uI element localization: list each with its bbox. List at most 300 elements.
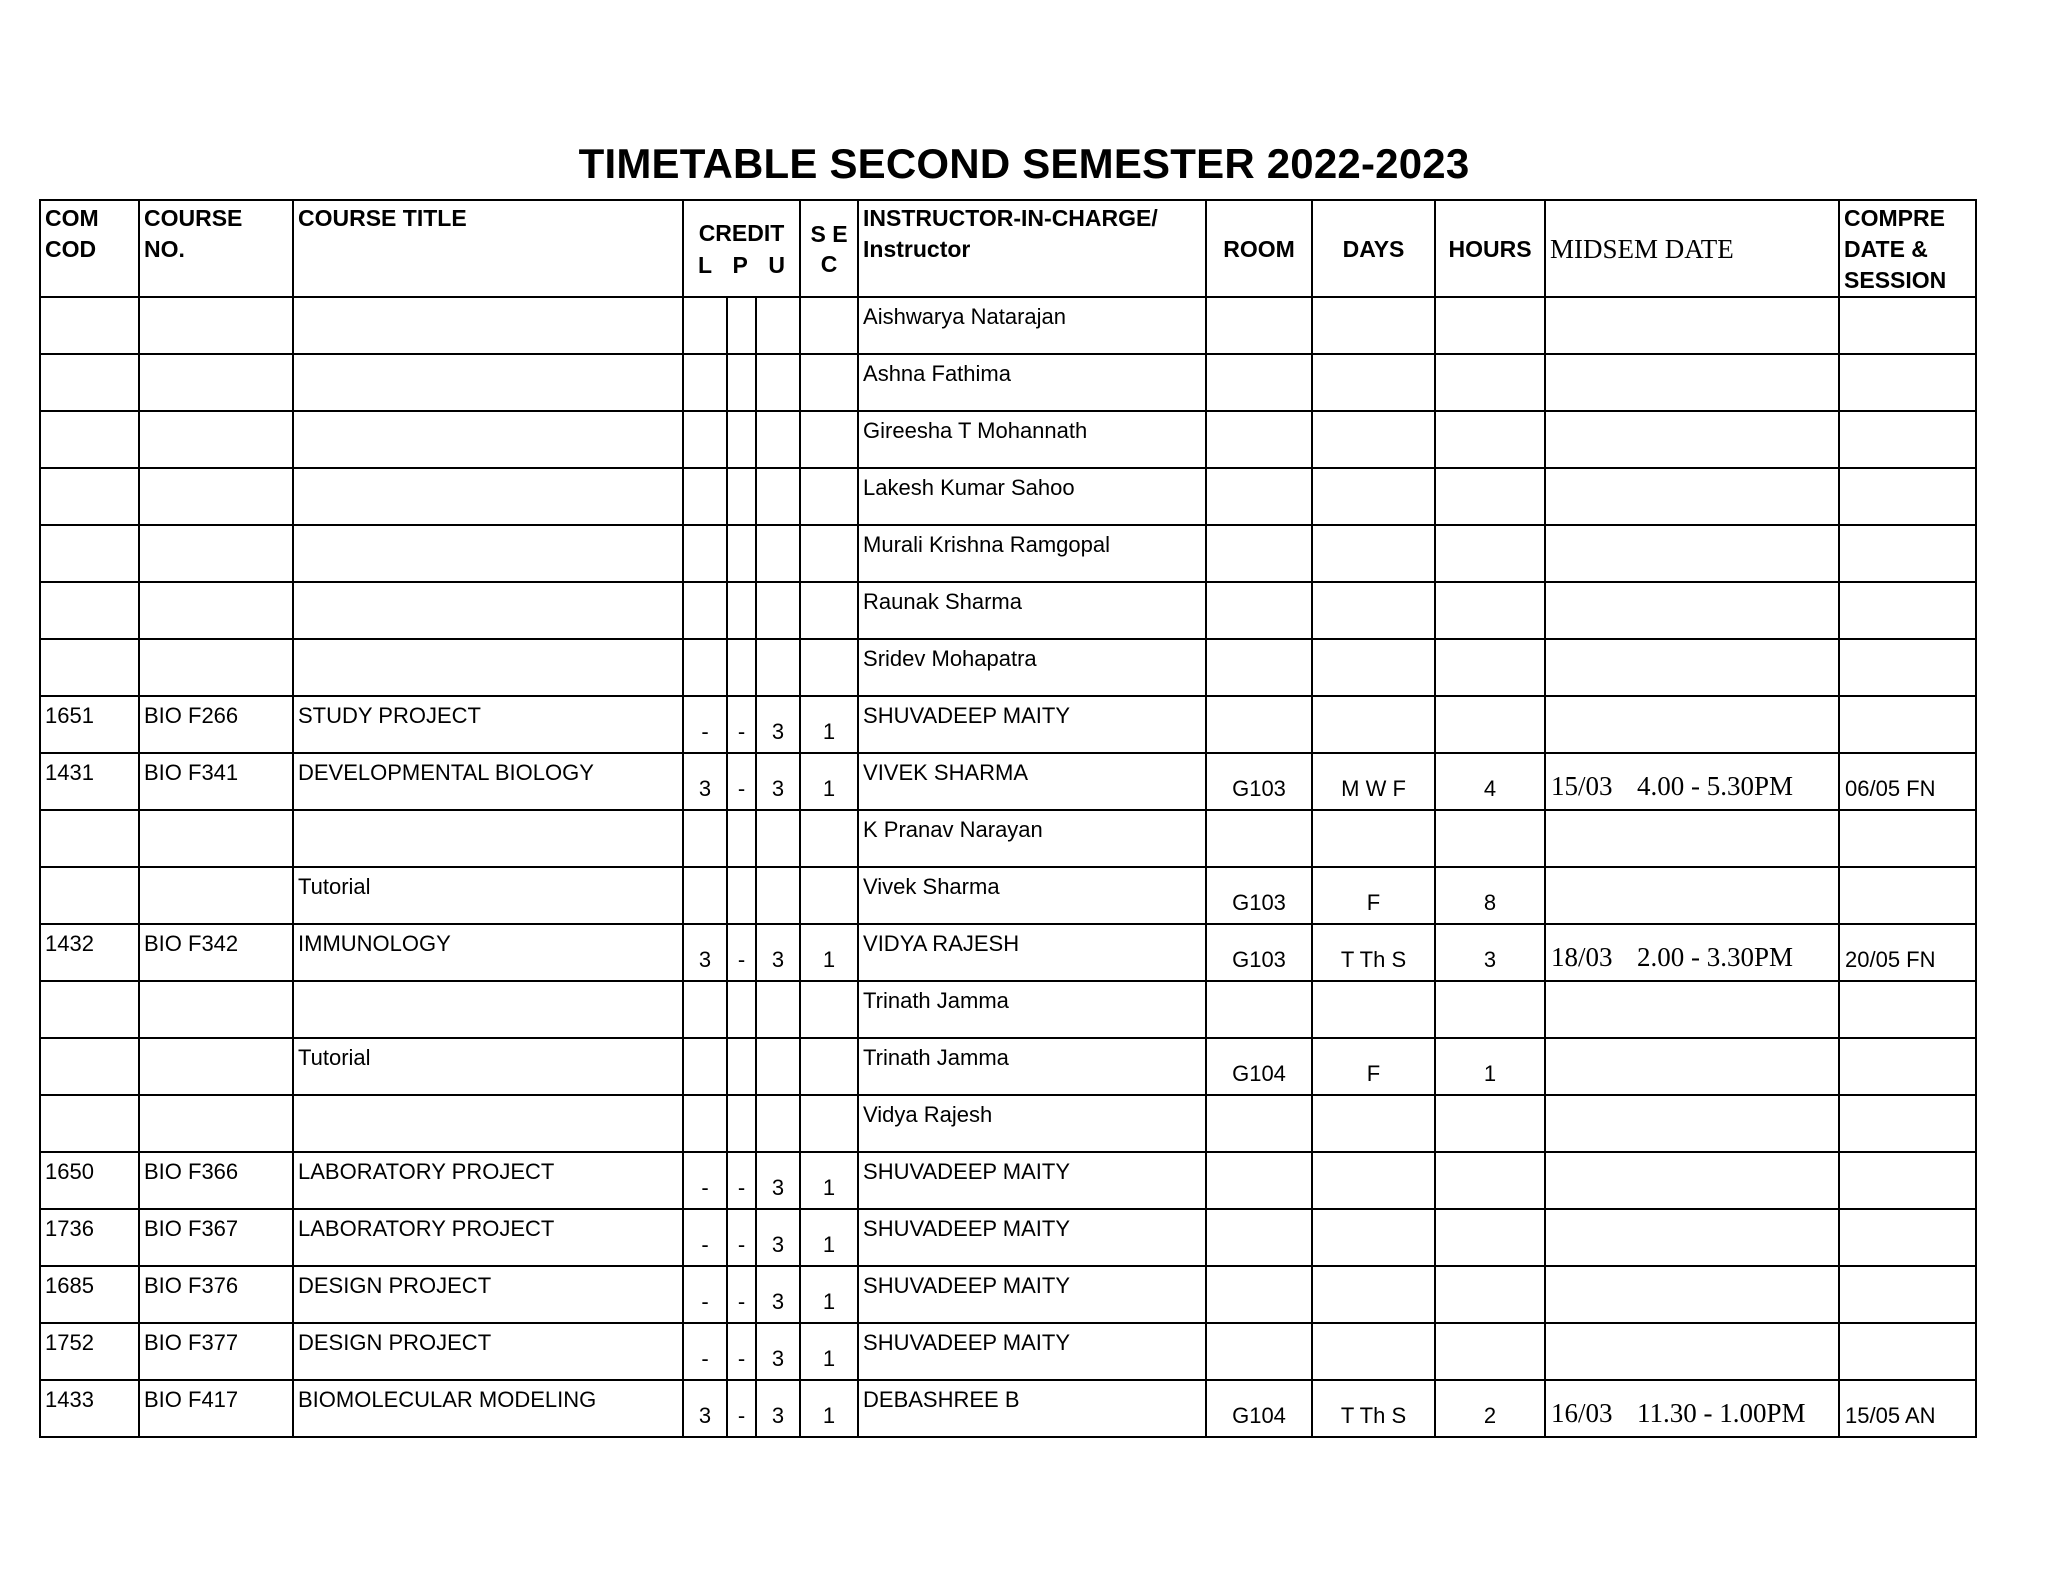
table-row	[40, 582, 1976, 639]
course-title-cell: LABORATORY PROJECT	[293, 1152, 683, 1209]
course-no-cell	[139, 468, 293, 525]
header-credit-l: L	[698, 251, 713, 278]
table-row	[40, 639, 1976, 696]
course-no-cell	[139, 867, 293, 924]
credit-p-cell: -	[727, 1266, 756, 1323]
hours-cell	[1435, 1152, 1545, 1209]
table-row	[40, 1323, 1976, 1380]
header-no-line: NO.	[144, 236, 185, 262]
com-cod-cell	[40, 981, 139, 1038]
header-credit-label: CREDIT	[698, 219, 785, 246]
credit-l-cell: -	[683, 696, 727, 753]
room-cell	[1206, 354, 1312, 411]
days-cell	[1312, 411, 1435, 468]
midsem-cell	[1545, 1209, 1839, 1266]
days-cell	[1312, 1152, 1435, 1209]
header-days: DAYS	[1312, 200, 1435, 297]
header-midsem-date: MIDSEM DATE	[1545, 200, 1839, 297]
room-cell	[1206, 1095, 1312, 1152]
compre-cell	[1839, 810, 1976, 867]
credit-p-cell	[727, 1095, 756, 1152]
instructor-cell: Ashna Fathima	[858, 354, 1206, 411]
credit-p-cell: -	[727, 1323, 756, 1380]
header-course-no	[139, 200, 293, 297]
credit-p-cell	[727, 981, 756, 1038]
com-cod-cell: 1752	[40, 1323, 139, 1380]
compre-cell: 15/05 AN	[1839, 1380, 1976, 1437]
instructor-cell: Lakesh Kumar Sahoo	[858, 468, 1206, 525]
instructor-cell: SHUVADEEP MAITY	[858, 1209, 1206, 1266]
sec-cell	[800, 468, 858, 525]
midsem-cell	[1545, 1152, 1839, 1209]
credit-p-cell	[727, 411, 756, 468]
credit-l-cell	[683, 582, 727, 639]
midsem-cell	[1545, 1323, 1839, 1380]
room-cell	[1206, 525, 1312, 582]
sec-cell: 1	[800, 924, 858, 981]
hours-cell	[1435, 525, 1545, 582]
course-title-cell: DESIGN PROJECT	[293, 1266, 683, 1323]
credit-l-cell: 3	[683, 753, 727, 810]
com-cod-cell	[40, 1038, 139, 1095]
header-compre-line2: DATE &	[1844, 236, 1928, 262]
com-cod-cell	[40, 354, 139, 411]
room-cell	[1206, 639, 1312, 696]
midsem-cell	[1545, 582, 1839, 639]
com-cod-cell: 1431	[40, 753, 139, 810]
room-cell: G103	[1206, 867, 1312, 924]
table-row	[40, 297, 1976, 354]
course-title-cell: STUDY PROJECT	[293, 696, 683, 753]
course-title-cell: Tutorial	[293, 1038, 683, 1095]
compre-cell	[1839, 696, 1976, 753]
table-row	[40, 411, 1976, 468]
credit-u-cell	[756, 981, 800, 1038]
room-cell	[1206, 1323, 1312, 1380]
course-title-cell: DESIGN PROJECT	[293, 1323, 683, 1380]
instructor-cell: SHUVADEEP MAITY	[858, 1266, 1206, 1323]
room-cell	[1206, 1152, 1312, 1209]
hours-cell	[1435, 582, 1545, 639]
course-no-cell	[139, 1038, 293, 1095]
hours-cell	[1435, 1095, 1545, 1152]
room-cell	[1206, 1209, 1312, 1266]
header-row	[40, 200, 1976, 297]
course-no-cell	[139, 582, 293, 639]
compre-cell	[1839, 411, 1976, 468]
days-cell	[1312, 639, 1435, 696]
sec-cell: 1	[800, 1380, 858, 1437]
midsem-date: 18/03	[1551, 942, 1613, 972]
room-cell: G103	[1206, 924, 1312, 981]
midsem-cell	[1545, 1266, 1839, 1323]
com-cod-cell	[40, 582, 139, 639]
credit-p-cell: -	[727, 753, 756, 810]
days-cell	[1312, 810, 1435, 867]
header-credit	[683, 200, 800, 297]
hours-cell	[1435, 468, 1545, 525]
hours-cell: 8	[1435, 867, 1545, 924]
credit-l-cell	[683, 810, 727, 867]
header-compre-line1: COMPRE	[1844, 205, 1945, 231]
credit-u-cell: 3	[756, 1323, 800, 1380]
table-row	[40, 1152, 1976, 1209]
com-cod-cell	[40, 411, 139, 468]
hours-cell	[1435, 1209, 1545, 1266]
header-com-line: COM	[45, 205, 99, 231]
midsem-cell	[1545, 924, 1839, 981]
compre-cell	[1839, 639, 1976, 696]
days-cell	[1312, 297, 1435, 354]
credit-l-cell: -	[683, 1266, 727, 1323]
course-title-cell: DEVELOPMENTAL BIOLOGY	[293, 753, 683, 810]
instructor-cell: Raunak Sharma	[858, 582, 1206, 639]
midsem-cell	[1545, 867, 1839, 924]
com-cod-cell	[40, 468, 139, 525]
compre-cell	[1839, 297, 1976, 354]
credit-p-cell	[727, 1038, 756, 1095]
room-cell	[1206, 582, 1312, 639]
instructor-cell: Vivek Sharma	[858, 867, 1206, 924]
sec-cell: 1	[800, 696, 858, 753]
sec-cell: 1	[800, 1266, 858, 1323]
course-no-cell	[139, 525, 293, 582]
compre-cell	[1839, 867, 1976, 924]
hours-cell: 2	[1435, 1380, 1545, 1437]
midsem-cell	[1545, 1095, 1839, 1152]
credit-l-cell	[683, 354, 727, 411]
instructor-cell: SHUVADEEP MAITY	[858, 1323, 1206, 1380]
course-title-cell	[293, 411, 683, 468]
room-cell	[1206, 696, 1312, 753]
room-cell	[1206, 1266, 1312, 1323]
hours-cell: 3	[1435, 924, 1545, 981]
sec-cell: 1	[800, 753, 858, 810]
table-row	[40, 981, 1976, 1038]
compre-cell	[1839, 1038, 1976, 1095]
credit-u-cell	[756, 867, 800, 924]
midsem-time: 11.30 - 1.00PM	[1637, 1398, 1806, 1428]
header-credit-p: P	[732, 251, 748, 278]
sec-cell	[800, 354, 858, 411]
days-cell	[1312, 981, 1435, 1038]
room-cell	[1206, 810, 1312, 867]
credit-u-cell: 3	[756, 1380, 800, 1437]
table-row	[40, 1209, 1976, 1266]
midsem-date: 16/03	[1551, 1398, 1613, 1428]
com-cod-cell	[40, 810, 139, 867]
compre-cell: 06/05 FN	[1839, 753, 1976, 810]
compre-cell	[1839, 1095, 1976, 1152]
hours-cell	[1435, 810, 1545, 867]
credit-u-cell: 3	[756, 1266, 800, 1323]
header-compre	[1839, 200, 1976, 297]
credit-u-cell	[756, 525, 800, 582]
compre-cell	[1839, 1266, 1976, 1323]
room-cell	[1206, 981, 1312, 1038]
course-title-cell: IMMUNOLOGY	[293, 924, 683, 981]
header-compre-line3: SESSION	[1844, 267, 1947, 293]
days-cell	[1312, 582, 1435, 639]
com-cod-cell	[40, 867, 139, 924]
credit-p-cell: -	[727, 1209, 756, 1266]
days-cell: F	[1312, 1038, 1435, 1095]
credit-u-cell	[756, 411, 800, 468]
header-instructor-line1: INSTRUCTOR-IN-CHARGE/	[863, 205, 1158, 231]
sec-cell	[800, 1038, 858, 1095]
credit-l-cell: 3	[683, 1380, 727, 1437]
course-no-cell: BIO F342	[139, 924, 293, 981]
compre-cell	[1839, 354, 1976, 411]
course-title-cell: LABORATORY PROJECT	[293, 1209, 683, 1266]
compre-cell	[1839, 981, 1976, 1038]
com-cod-cell	[40, 525, 139, 582]
com-cod-cell	[40, 1095, 139, 1152]
header-sec-line2: C	[820, 250, 838, 277]
instructor-cell: DEBASHREE B	[858, 1380, 1206, 1437]
credit-p-cell: -	[727, 1380, 756, 1437]
credit-u-cell: 3	[756, 753, 800, 810]
header-com-cod	[40, 200, 139, 297]
instructor-cell: Murali Krishna Ramgopal	[858, 525, 1206, 582]
midsem-cell	[1545, 981, 1839, 1038]
credit-u-cell: 3	[756, 924, 800, 981]
course-title-cell	[293, 1095, 683, 1152]
instructor-cell: Trinath Jamma	[858, 981, 1206, 1038]
table-row	[40, 1380, 1976, 1437]
instructor-cell: Gireesha T Mohannath	[858, 411, 1206, 468]
hours-cell: 4	[1435, 753, 1545, 810]
table-row	[40, 924, 1976, 981]
hours-cell	[1435, 297, 1545, 354]
com-cod-cell	[40, 297, 139, 354]
instructor-cell: VIDYA RAJESH	[858, 924, 1206, 981]
credit-l-cell	[683, 525, 727, 582]
days-cell	[1312, 468, 1435, 525]
credit-u-cell	[756, 468, 800, 525]
course-no-cell	[139, 297, 293, 354]
credit-l-cell: -	[683, 1209, 727, 1266]
sec-cell	[800, 981, 858, 1038]
midsem-cell	[1545, 1038, 1839, 1095]
header-room: ROOM	[1206, 200, 1312, 297]
com-cod-cell: 1650	[40, 1152, 139, 1209]
midsem-cell	[1545, 354, 1839, 411]
credit-u-cell	[756, 582, 800, 639]
course-title-cell	[293, 354, 683, 411]
instructor-cell: Vidya Rajesh	[858, 1095, 1206, 1152]
compre-cell: 20/05 FN	[1839, 924, 1976, 981]
room-cell: G103	[1206, 753, 1312, 810]
days-cell: T Th S	[1312, 924, 1435, 981]
table-row	[40, 468, 1976, 525]
instructor-cell: VIVEK SHARMA	[858, 753, 1206, 810]
credit-l-cell: -	[683, 1323, 727, 1380]
credit-l-cell	[683, 1038, 727, 1095]
credit-l-cell	[683, 1095, 727, 1152]
credit-p-cell	[727, 639, 756, 696]
com-cod-cell: 1433	[40, 1380, 139, 1437]
days-cell	[1312, 1209, 1435, 1266]
instructor-cell: Sridev Mohapatra	[858, 639, 1206, 696]
instructor-cell: SHUVADEEP MAITY	[858, 1152, 1206, 1209]
course-title-cell	[293, 810, 683, 867]
course-no-cell	[139, 1095, 293, 1152]
course-no-cell	[139, 354, 293, 411]
sec-cell	[800, 810, 858, 867]
course-no-cell	[139, 981, 293, 1038]
course-title-cell: BIOMOLECULAR MODELING	[293, 1380, 683, 1437]
instructor-cell: K Pranav Narayan	[858, 810, 1206, 867]
sec-cell	[800, 525, 858, 582]
midsem-cell	[1545, 639, 1839, 696]
timetable-body	[40, 297, 1976, 1437]
credit-l-cell: -	[683, 1152, 727, 1209]
credit-l-cell	[683, 468, 727, 525]
room-cell: G104	[1206, 1038, 1312, 1095]
header-sec	[800, 200, 858, 297]
compre-cell	[1839, 1152, 1976, 1209]
credit-l-cell: 3	[683, 924, 727, 981]
course-no-cell: BIO F366	[139, 1152, 293, 1209]
compre-cell	[1839, 1209, 1976, 1266]
hours-cell: 1	[1435, 1038, 1545, 1095]
course-title-cell	[293, 525, 683, 582]
compre-cell	[1839, 582, 1976, 639]
header-instructor-line2: Instructor	[863, 236, 971, 262]
days-cell	[1312, 525, 1435, 582]
course-no-cell: BIO F367	[139, 1209, 293, 1266]
course-title-cell	[293, 582, 683, 639]
credit-u-cell	[756, 639, 800, 696]
room-cell: G104	[1206, 1380, 1312, 1437]
course-no-cell	[139, 810, 293, 867]
credit-u-cell: 3	[756, 1209, 800, 1266]
page-title: TIMETABLE SECOND SEMESTER 2022-2023	[578, 140, 1470, 187]
course-title-cell	[293, 981, 683, 1038]
days-cell	[1312, 1095, 1435, 1152]
credit-p-cell: -	[727, 924, 756, 981]
sec-cell: 1	[800, 1209, 858, 1266]
course-title-cell: Tutorial	[293, 867, 683, 924]
midsem-cell	[1545, 753, 1839, 810]
credit-u-cell	[756, 810, 800, 867]
credit-l-cell	[683, 297, 727, 354]
hours-cell	[1435, 354, 1545, 411]
sec-cell: 1	[800, 1152, 858, 1209]
credit-u-cell: 3	[756, 696, 800, 753]
header-instructor	[858, 200, 1206, 297]
hours-cell	[1435, 696, 1545, 753]
sec-cell	[800, 582, 858, 639]
table-row	[40, 810, 1976, 867]
midsem-cell	[1545, 525, 1839, 582]
days-cell	[1312, 696, 1435, 753]
course-no-cell	[139, 411, 293, 468]
sec-cell	[800, 411, 858, 468]
sec-cell	[800, 639, 858, 696]
days-cell	[1312, 354, 1435, 411]
midsem-cell	[1545, 810, 1839, 867]
midsem-time: 2.00 - 3.30PM	[1637, 942, 1794, 972]
days-cell	[1312, 1266, 1435, 1323]
course-title-cell	[293, 297, 683, 354]
credit-l-cell	[683, 411, 727, 468]
course-no-cell: BIO F376	[139, 1266, 293, 1323]
course-title-cell	[293, 639, 683, 696]
room-cell	[1206, 411, 1312, 468]
course-no-cell	[139, 639, 293, 696]
credit-p-cell	[727, 867, 756, 924]
credit-l-cell	[683, 639, 727, 696]
credit-p-cell	[727, 525, 756, 582]
table-row	[40, 354, 1976, 411]
credit-p-cell: -	[727, 696, 756, 753]
com-cod-cell: 1685	[40, 1266, 139, 1323]
credit-u-cell: 3	[756, 1152, 800, 1209]
table-row	[40, 525, 1976, 582]
credit-l-cell	[683, 981, 727, 1038]
days-cell: T Th S	[1312, 1380, 1435, 1437]
credit-p-cell	[727, 810, 756, 867]
midsem-cell	[1545, 468, 1839, 525]
table-row	[40, 696, 1976, 753]
table-row	[40, 1266, 1976, 1323]
com-cod-cell: 1432	[40, 924, 139, 981]
instructor-cell: Aishwarya Natarajan	[858, 297, 1206, 354]
header-course-line: COURSE	[144, 205, 243, 231]
hours-cell	[1435, 411, 1545, 468]
table-row	[40, 1038, 1976, 1095]
credit-u-cell	[756, 354, 800, 411]
header-hours: HOURS	[1435, 200, 1545, 297]
days-cell: M W F	[1312, 753, 1435, 810]
credit-u-cell	[756, 1095, 800, 1152]
table-row	[40, 753, 1976, 810]
hours-cell	[1435, 981, 1545, 1038]
sec-cell	[800, 297, 858, 354]
com-cod-cell: 1736	[40, 1209, 139, 1266]
room-cell	[1206, 468, 1312, 525]
days-cell	[1312, 1323, 1435, 1380]
credit-p-cell	[727, 468, 756, 525]
course-no-cell: BIO F266	[139, 696, 293, 753]
header-credit-u: U	[768, 251, 785, 278]
table-row	[40, 867, 1976, 924]
midsem-time: 4.00 - 5.30PM	[1637, 771, 1794, 801]
sec-cell	[800, 867, 858, 924]
header-course-title: COURSE TITLE	[293, 200, 683, 297]
midsem-cell	[1545, 411, 1839, 468]
instructor-cell: SHUVADEEP MAITY	[858, 696, 1206, 753]
hours-cell	[1435, 1323, 1545, 1380]
sec-cell: 1	[800, 1323, 858, 1380]
credit-p-cell	[727, 582, 756, 639]
course-no-cell: BIO F341	[139, 753, 293, 810]
hours-cell	[1435, 639, 1545, 696]
credit-l-cell	[683, 867, 727, 924]
com-cod-cell: 1651	[40, 696, 139, 753]
instructor-cell: Trinath Jamma	[858, 1038, 1206, 1095]
credit-p-cell	[727, 297, 756, 354]
course-title-cell	[293, 468, 683, 525]
room-cell	[1206, 297, 1312, 354]
midsem-date: 15/03	[1551, 771, 1613, 801]
com-cod-cell	[40, 639, 139, 696]
credit-p-cell: -	[727, 1152, 756, 1209]
days-cell: F	[1312, 867, 1435, 924]
compre-cell	[1839, 525, 1976, 582]
